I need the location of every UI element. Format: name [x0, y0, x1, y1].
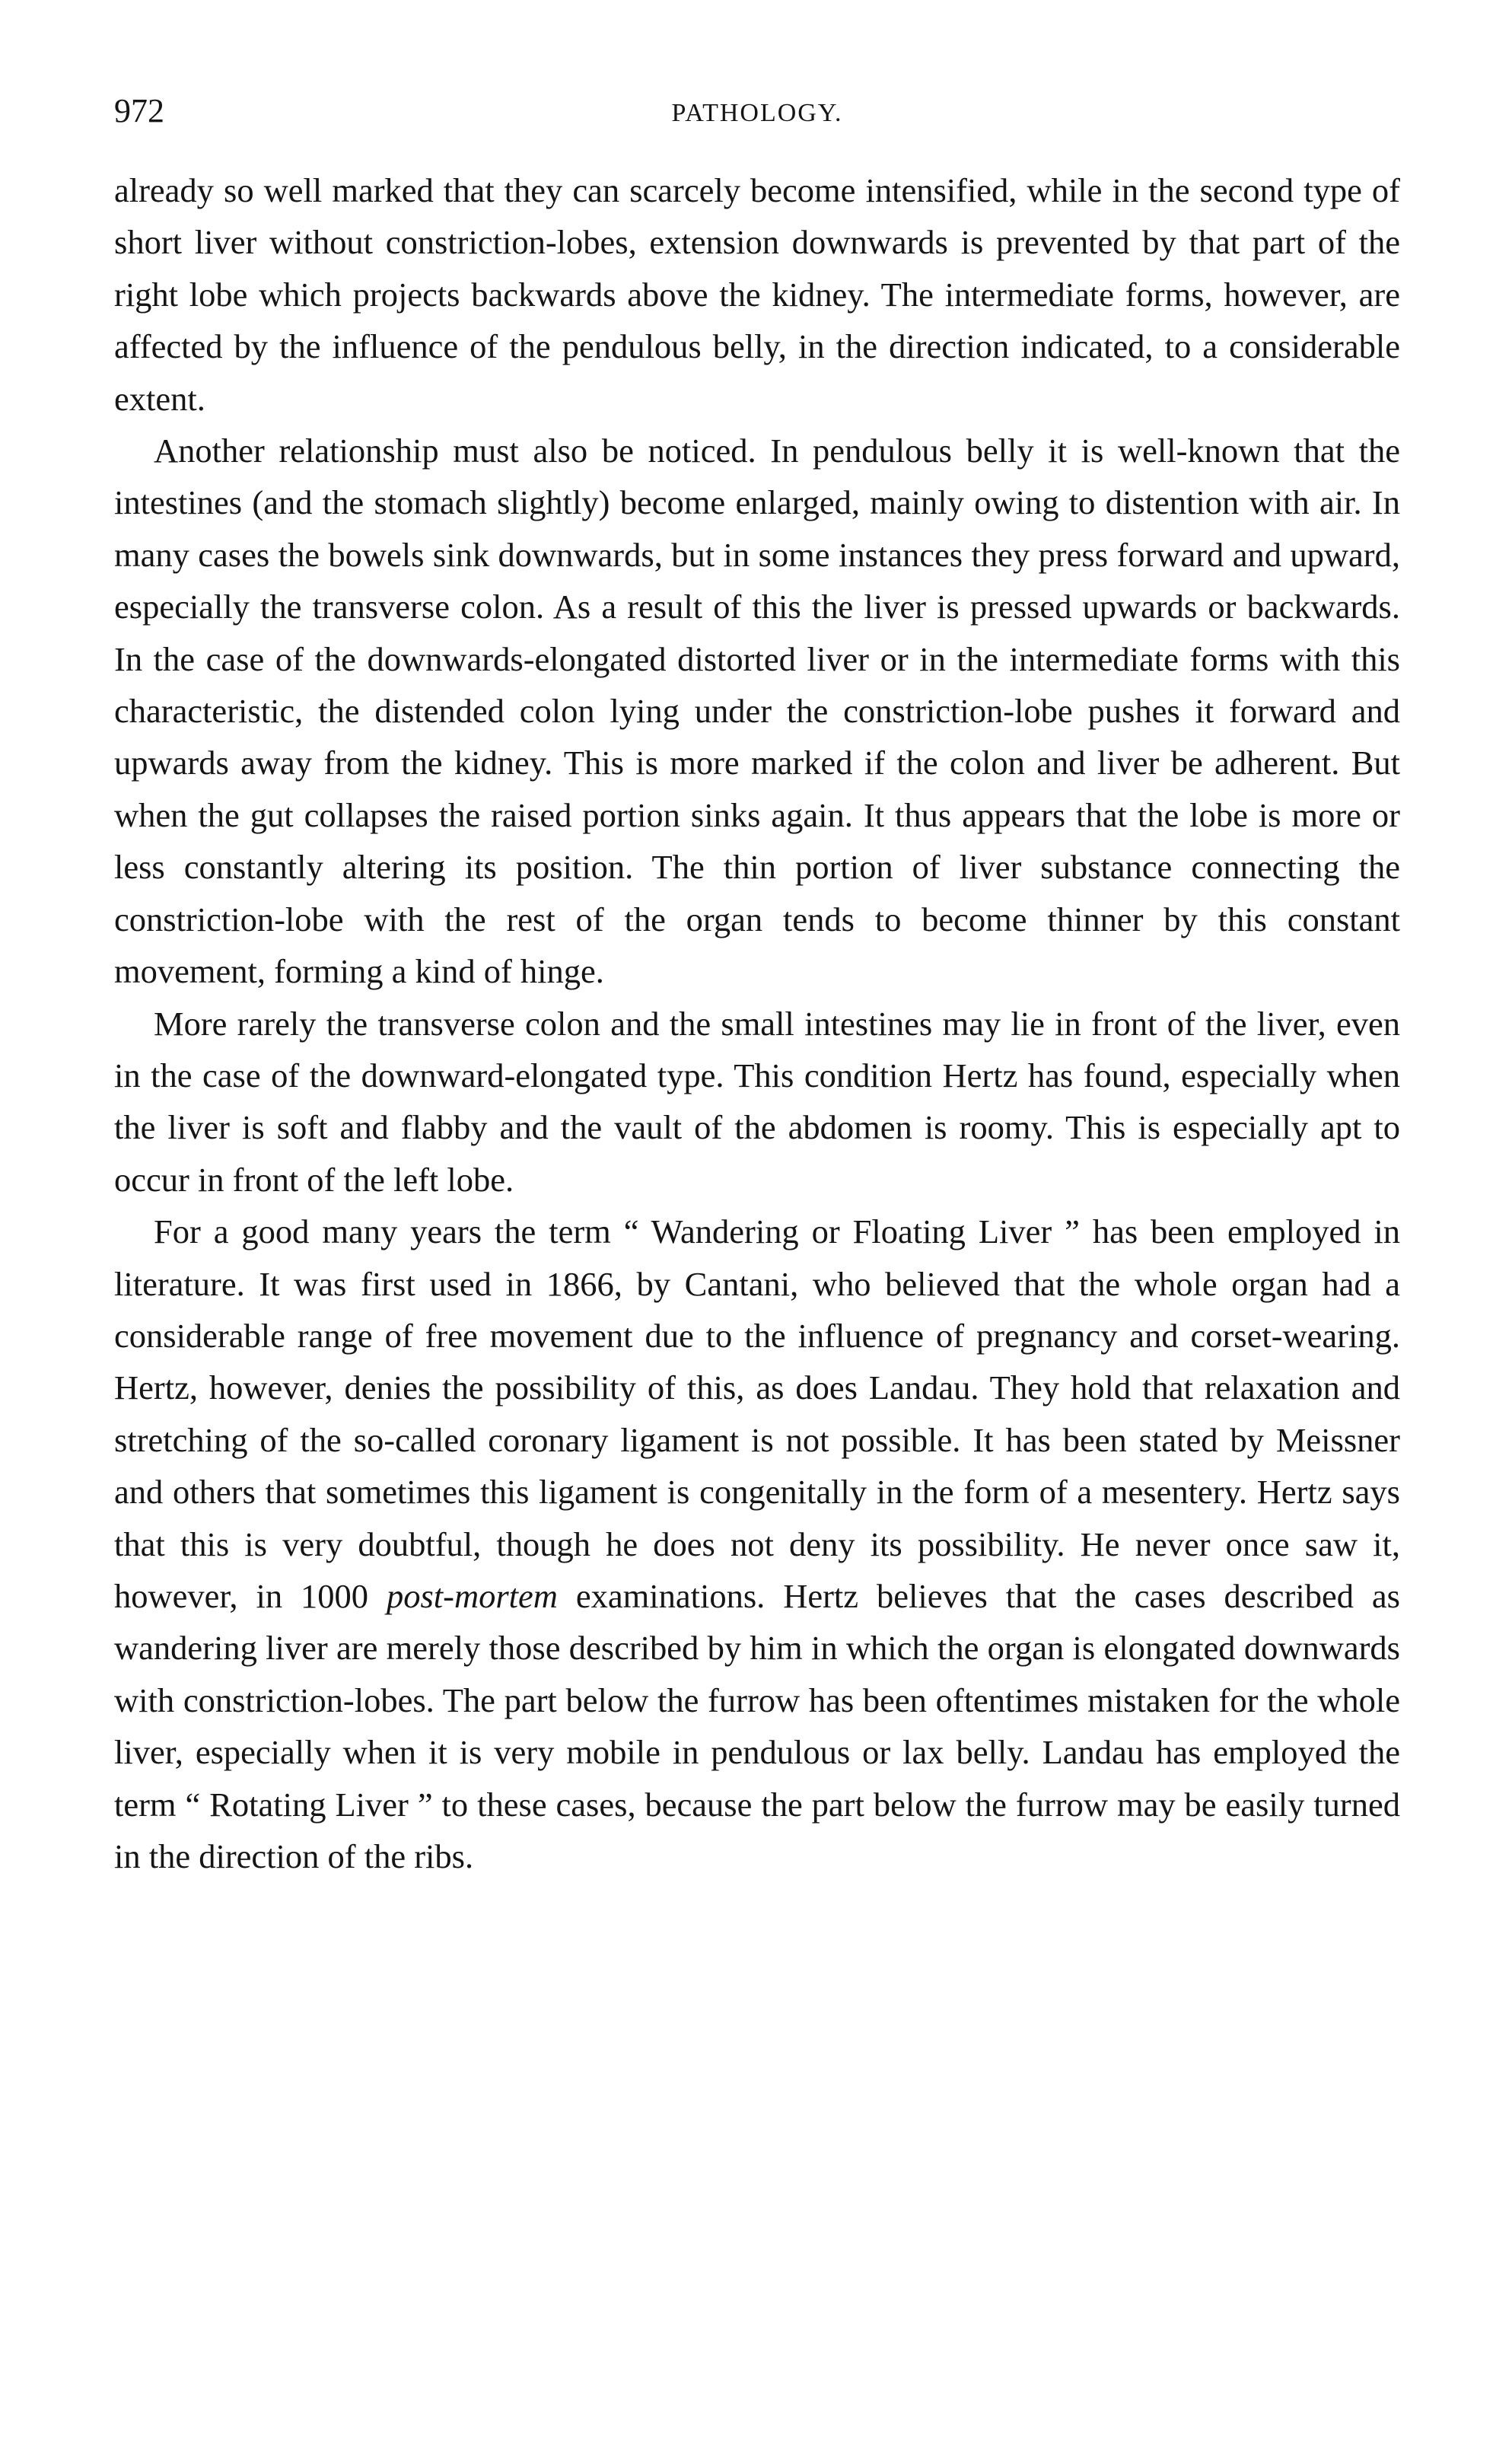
- paragraph-text-before: For a good many years the term “ Wandering or Floating Liver ” has been employed in literature. It was first used in 1866, by Cantani, who believed that the whole organ had a considerable range of free movement due to the influence of pregnancy and corset-wearing. Hertz, however, denies the possibility of this, as does Landau. They hold that relaxation and stretching of the so-called coronary ligament is not possible. It has been stated by Meissner and others that sometimes this ligament is congenitally in the form of a mesentery. Hertz says that this is very doubtful, though he does not deny its possibility. He never once saw it, however, in 1000: [114, 1212, 1400, 1615]
- paragraph-transverse-colon: More rarely the transverse colon and the small intestines may lie in front of the liver, even in the case of the downward-elongated type. This condition Hertz has found, especially when the liver is soft and flabby and the vault of the abdomen is roomy. This is especially apt to occur in front of the left lobe.: [114, 1004, 1400, 1199]
- paragraph-wandering-liver: [114, 1206, 1400, 1882]
- body-text: [114, 164, 1400, 1882]
- page-number: 972: [114, 92, 164, 129]
- running-title: PATHOLOGY.: [671, 99, 843, 127]
- book-page: [114, 90, 1400, 1882]
- paragraph-continuation: already so well marked that they can scarcely become intensified, while in the second type of short liver without constriction-lobes, extension downwards is prevented by that part of the right lobe which projects backwards above the kidney. The intermediate forms, however, are affected by the influence of the pendulous belly, in the direction indicated, to a considerable extent.: [114, 171, 1400, 418]
- italic-term: post-mortem: [386, 1576, 558, 1615]
- paragraph-colon-relationship: Another relationship must also be noticed. In pendulous belly it is well-known that the intestines (and the stomach slightly) become enlarged, mainly owing to distention with air. In many cases the bowels sink downwards, but in some instances they press forward and upward, especially the transverse colon. As a result of this the liver is pressed upwards or backwards. In the case of the downwards-elongated distorted liver or in the intermediate forms with this characteristic, the distended colon lying under the constriction-lobe pushes it forward and upwards away from the kidney. This is more marked if the colon and liver be adherent. But when the gut collapses the raised portion sinks again. It thus appears that the lobe is more or less constantly altering its position. The thin portion of liver substance connecting the constriction-lobe with the rest of the organ tends to become thinner by this constant movement, forming a kind of hinge.: [114, 432, 1400, 991]
- page-header: [114, 90, 1400, 143]
- paragraph-text-after: examinations. Hertz believes that the cases described as wandering liver are merely those described by him in which the organ is elongated downwards with constriction-lobes. The part below the furrow has been oftentimes mistaken for the whole liver, especially when it is very mobile in pendulous or lax belly. Landau has employed the term “ Rotating Liver ” to these cases, because the part below the furrow may be easily turned in the direction of the ribs.: [114, 1576, 1400, 1875]
